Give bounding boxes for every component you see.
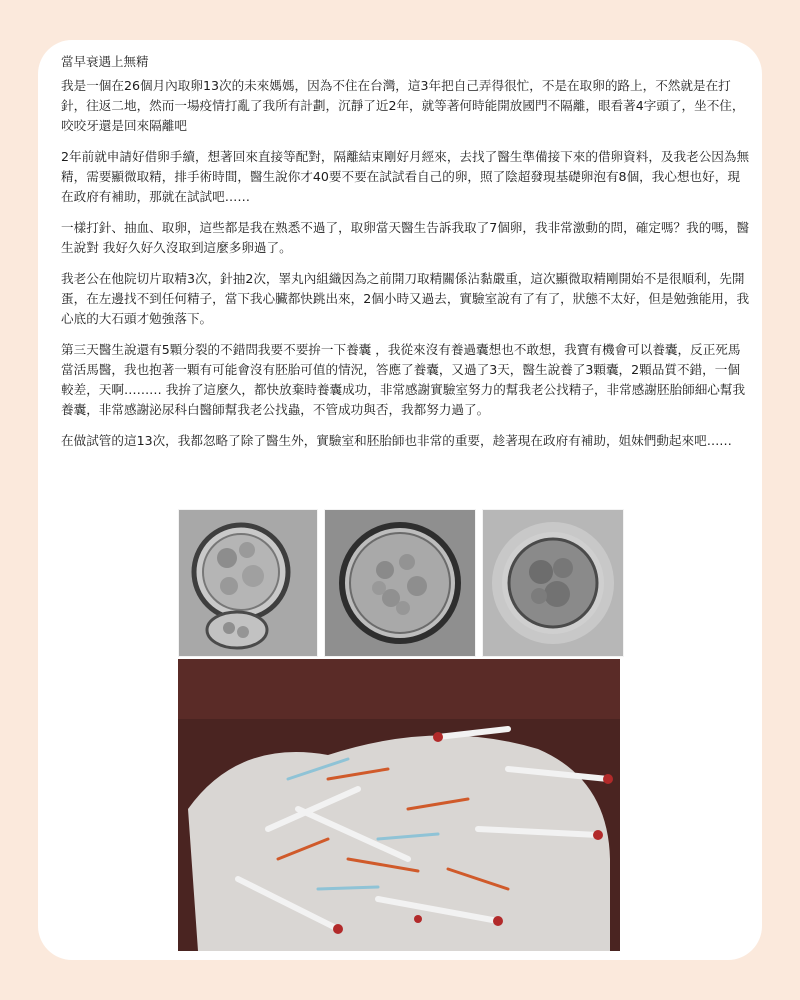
- post-paragraph: 一樣打針、抽血、取卵，這些都是我在熟悉不過了，取卵當天醫生告訴我取了7個卵，我非常激動的問，確定嗎？我的嗎，醫生說對 我好久好久沒取到這麼多卵過了。: [61, 220, 750, 255]
- syringe-photo[interactable]: [178, 659, 620, 951]
- post-card: [38, 40, 762, 960]
- embryo-photo-blastocyst[interactable]: [324, 509, 476, 657]
- post-body: [61, 76, 751, 462]
- embryo-photo-row: [178, 509, 618, 657]
- embryo-photo-hatching[interactable]: [178, 509, 318, 657]
- blastocyst-icon: [325, 510, 475, 656]
- post-paragraph: 我是一個在26個月內取卵13次的未來媽媽，因為不住在台灣，這3年把自己弄得很忙，不是在取卵的路上，不然就是在打針，往返二地，然而一場疫情打亂了我所有計劃，沉靜了近2年，就等著何時能開放國門不隔離，眼看著4字頭了，坐不住，咬咬牙還是回來隔離吧: [61, 78, 745, 133]
- post-paragraph: 第三天醫生說還有5顆分裂的不錯問我要不要拚一下養囊 ，我從來沒有養過囊想也不敢想，我寶有機會可以養囊，反正死馬當活馬醫，我也抱著一顆有可能會沒有胚胎可值的情況，答應了養囊，又過了3天，醫生說養了3顆囊，2顆品質不錯，一個較差，天啊……… 我拚了這麼久，都快放棄時養囊成功，非常感謝實驗室努力的幫我老公找精子，非常感謝胚胎師細心幫我養囊，非常感謝泌尿科白醫師幫我老公找蟲，不管成功與否，我都努力過了。: [61, 342, 746, 417]
- post-paragraph: 在做試管的這13次，我都忽略了除了醫生外，實驗室和胚胎師也非常的重要，趁著現在政府有補助，姐妹們動起來吧……: [61, 433, 732, 448]
- post-title: 當早衰遇上無精: [61, 54, 149, 69]
- photo-collage[interactable]: [178, 509, 618, 951]
- post-paragraph: 2年前就申請好借卵手續，想著回來直接等配對，隔離結束剛好月經來，去找了醫生準備接下來的借卵資料，及我老公因為無精，需要顯微取精，排手術時間，醫生說你才40要不要在試試看自己的卵，照了陰超發現基礎卵泡有8個，我心想也好，現在政府有補助，那就在試試吧……: [61, 149, 750, 204]
- embryo-photo-blastocyst-2[interactable]: [482, 509, 624, 657]
- post-paragraph: 我老公在他院切片取精3次，針抽2次，睪丸內組織因為之前開刀取精關係沾黏嚴重，這次顯微取精剛開始不是很順利，先開蛋，在左邊找不到任何精子，當下我心臟都快跳出來，2個小時又過去，實驗室說有了有了，狀態不太好，但是勉強能用，我心底的大石頭才勉強落下。: [61, 271, 750, 326]
- syringe-pile-icon: [178, 659, 620, 951]
- embryo-icon: [179, 510, 317, 656]
- blastocyst-icon: [483, 510, 623, 656]
